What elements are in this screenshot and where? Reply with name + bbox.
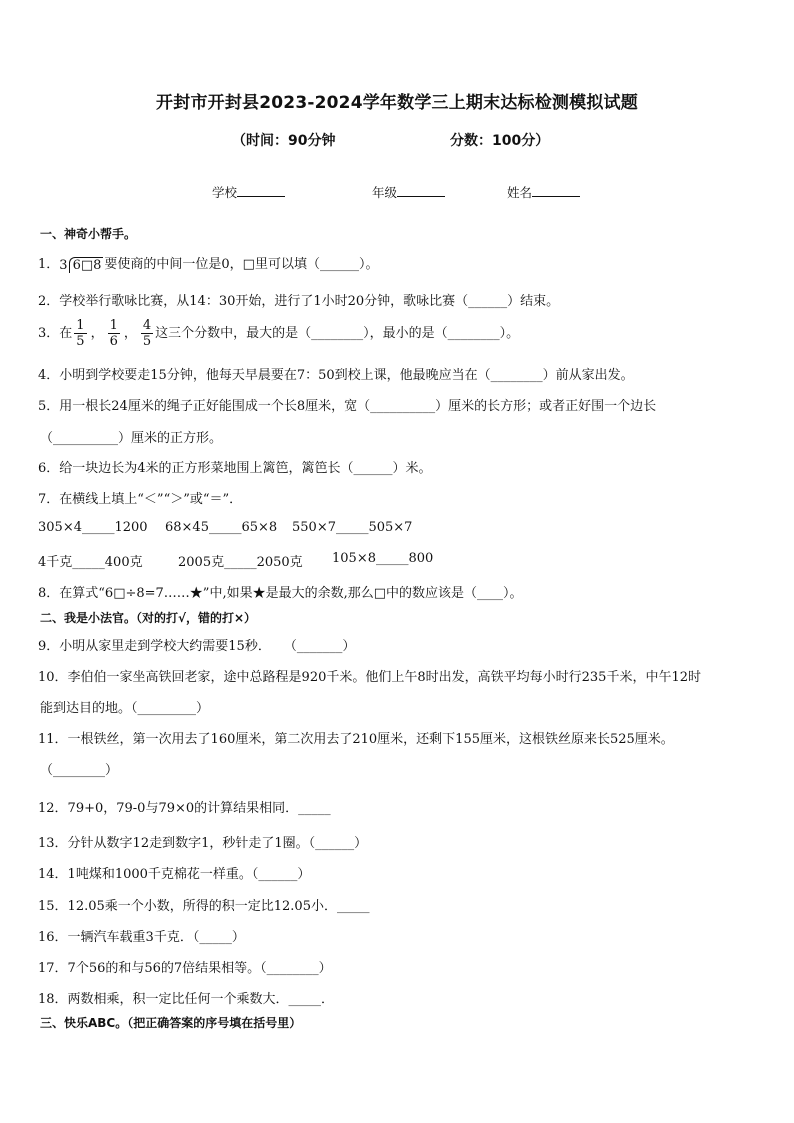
question-11-line-2: （________） xyxy=(40,763,119,778)
exam-score: 分数：100分） xyxy=(450,133,550,149)
question-18: 18．两数相乘，积一定比任何一个乘数大．_____． xyxy=(38,992,335,1007)
divisor: 3 xyxy=(59,257,68,273)
school-label: 学校 xyxy=(212,185,238,200)
school-field[interactable] xyxy=(212,183,285,201)
comparison-item: 305×4_____1200 xyxy=(38,520,148,535)
grade-blank[interactable] xyxy=(397,184,445,197)
section-1-heading: 一、神奇小帮手。 xyxy=(40,227,137,241)
fraction-2 xyxy=(108,318,120,349)
question-6: 6．给一块边长为4米的正方形菜地围上篱笆，篱笆长（______）米。 xyxy=(38,461,432,476)
question-16: 16．一辆汽车载重3千克．（_____） xyxy=(38,930,245,945)
question-3 xyxy=(38,318,519,349)
name-blank[interactable] xyxy=(532,184,580,197)
comparison-item: 105×8_____800 xyxy=(332,551,434,566)
question-9: 9．小明从家里走到学校大约需要15秒． （_______） xyxy=(38,639,356,654)
name-label: 姓名 xyxy=(507,185,533,200)
question-17: 17．7个56的和与56的7倍结果相等。（________） xyxy=(38,961,332,976)
fraction-1-denominator: 5 xyxy=(76,334,85,349)
question-5-line-2: （__________）厘米的正方形。 xyxy=(40,431,223,446)
question-1-number: 1． xyxy=(38,257,60,272)
fraction-separator: ， xyxy=(90,326,104,341)
fraction-2-numerator: 1 xyxy=(109,318,118,333)
question-1 xyxy=(38,253,378,273)
comparison-item: 68×45_____65×8 xyxy=(165,520,278,535)
fraction-3-numerator: 4 xyxy=(142,318,152,333)
fraction-separator: ， xyxy=(123,326,137,341)
question-14: 14．1吨煤和1000千克棉花一样重。（______） xyxy=(38,867,311,882)
question-10-line-2: 能到达目的地。（_________） xyxy=(40,701,210,716)
question-7-intro: 7．在横线上填上“＜”“＞”或“＝”． xyxy=(38,492,243,507)
section-2-heading: 二、我是小法官。（对的打√，错的打×） xyxy=(40,611,257,625)
section-3-heading: 三、快乐ABC。（把正确答案的序号填在括号里） xyxy=(40,1016,302,1030)
question-8: 8．在算式“6□÷8=7……★”中,如果★是最大的余数,那么□中的数应该是（____）。 xyxy=(38,586,523,601)
question-12: 12．79+0，79-0与79×0的计算结果相同．_____ xyxy=(38,801,331,816)
school-blank[interactable] xyxy=(237,184,285,197)
comparison-item: 550×7_____505×7 xyxy=(292,520,413,535)
fraction-1-numerator: 1 xyxy=(76,318,85,333)
comparison-item: 4千克_____400克 xyxy=(38,555,143,570)
question-15: 15．12.05乘一个小数，所得的积一定比12.05小．_____ xyxy=(38,899,370,914)
fraction-2-denominator: 6 xyxy=(109,334,118,349)
question-5-line-1: 5．用一根长24厘米的绳子正好能围成一个长8厘米，宽（__________）厘米的长方形；或者正好围一个边长 xyxy=(38,399,657,414)
long-division-expression xyxy=(59,257,103,273)
fraction-3-denominator: 5 xyxy=(142,334,152,349)
dividend: 6□8 xyxy=(69,257,104,273)
fraction-3 xyxy=(141,318,153,349)
question-3-suffix: 这三个分数中，最大的是（________），最小的是（________）。 xyxy=(155,326,520,341)
question-11-line-1: 11．一根铁丝，第一次用去了160厘米，第二次用去了210厘米，还剩下155厘米，这根铁丝原来长525厘米。 xyxy=(38,732,674,747)
question-10-line-1: 10．李伯伯一家坐高铁回老家，途中总路程是920千米。他们上午8时出发，高铁平均每小时行235千米，中午12时 xyxy=(38,670,701,685)
name-field[interactable] xyxy=(507,183,580,201)
comparison-item: 2005克_____2050克 xyxy=(178,555,303,570)
exam-title: 开封市开封县2023-2024学年数学三上期末达标检测模拟试题 xyxy=(156,93,638,113)
exam-time: （时间：90分钟 xyxy=(232,133,336,149)
question-3-prefix: 3．在 xyxy=(38,326,73,341)
fraction-1 xyxy=(74,318,86,349)
grade-field[interactable] xyxy=(372,183,445,201)
question-13: 13．分针从数字12走到数字1，秒针走了1圈。（______） xyxy=(38,836,368,851)
question-2: 2．学校举行歌咏比赛，从14：30开始，进行了1小时20分钟，歌咏比赛（______）结束。 xyxy=(38,294,560,309)
grade-label: 年级 xyxy=(372,185,398,200)
question-4: 4．小明到学校要走15分钟，他每天早晨要在7：50到校上课，他最晚应当在（________）前从家出发。 xyxy=(38,368,634,383)
question-1-text: 要使商的中间一位是0，□里可以填（______）。 xyxy=(104,257,379,272)
